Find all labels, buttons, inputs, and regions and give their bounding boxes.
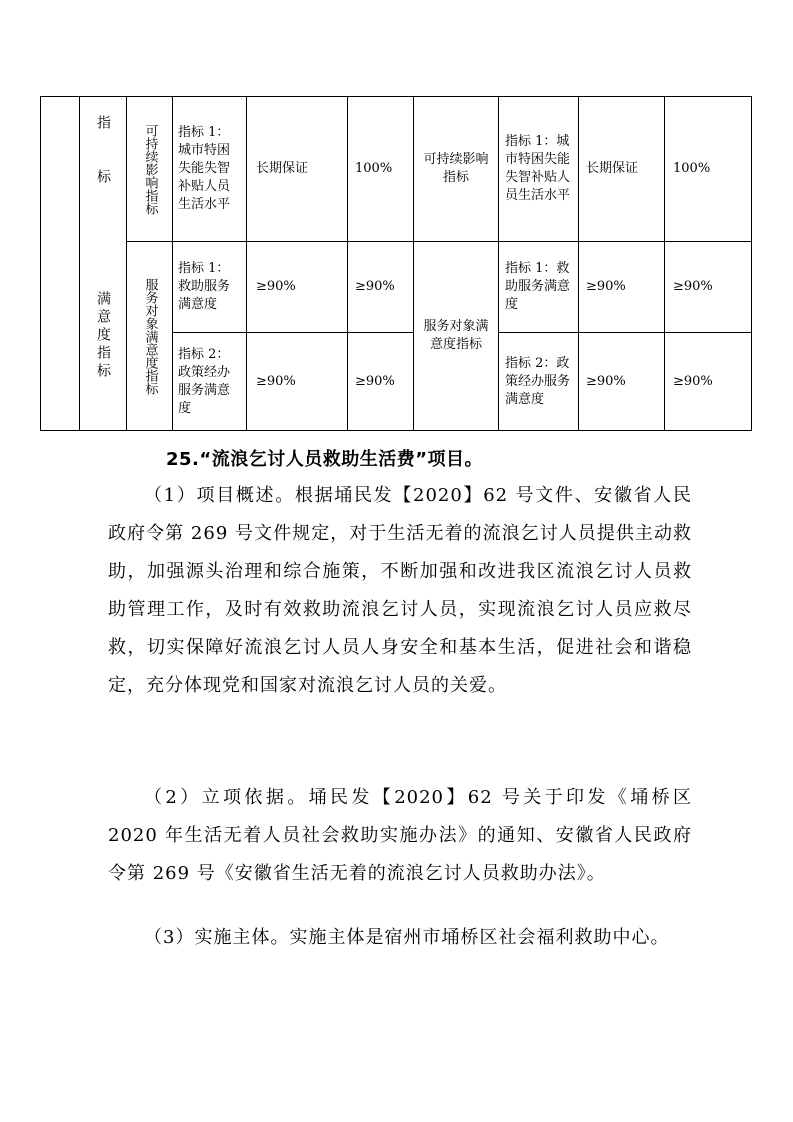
indicator-value-left-2: ≥90% bbox=[355, 279, 395, 294]
sub-category-label: 可持续影响指标 bbox=[142, 123, 158, 215]
indicator-name-right: 指标 1：城市特困失能失智补贴人员生活水平 bbox=[505, 134, 571, 203]
sub-category-label: 服务对象满意度指标 bbox=[142, 277, 158, 395]
indicator-value-right-2: 100% bbox=[673, 161, 711, 176]
sub-category-right: 服务对象满意度指标 bbox=[423, 319, 489, 352]
paragraph-overview: （1）项目概述。根据埇民发【2020】62 号文件、安徽省人民政府令第 269 号文件规定，对于生活无着的流浪乞讨人员提供主动救助，加强源头治理和综合施策，不断加强和改进我区流浪乞讨人员救助管理工作，及时有效救助流浪乞讨人员，实现流浪乞讨人员应救尽救，切实保障好流浪乞讨人员人身安全和基本生活，促进社会和谐稳定，充分体现党和国家对流浪乞讨人员的关爱。 bbox=[108, 485, 692, 696]
indicator-name-left: 指标 1：救助服务满意度 bbox=[178, 261, 231, 312]
sub-category-right: 可持续影响指标 bbox=[423, 152, 489, 185]
indicator-value-left-1: ≥90% bbox=[256, 279, 296, 294]
category-label: 指标 bbox=[95, 115, 111, 223]
category-cell bbox=[80, 97, 126, 241]
indicator-name-right: 指标 2：政策经办服务满意度 bbox=[505, 355, 571, 407]
indicator-name-right: 指标 1：救助服务满意度 bbox=[505, 261, 571, 312]
section-heading: 25.“流浪乞讨人员救助生活费”项目。 bbox=[166, 449, 484, 470]
category-cell bbox=[80, 242, 126, 430]
paragraph-implementer: （3）实施主体。实施主体是宿州市埇桥区社会福利救助中心。 bbox=[144, 927, 670, 948]
sub-category-cell bbox=[127, 242, 172, 430]
sub-category-cell bbox=[127, 97, 172, 241]
indicator-value-left-2: ≥90% bbox=[355, 373, 395, 389]
indicator-name-left: 指标 1：城市特困失能失智补贴人员生活水平 bbox=[178, 125, 231, 212]
paragraph-basis: （2）立项依据。埇民发【2020】62 号关于印发《埇桥区 2020 年生活无着人员社会救助实施办法》的通知、安徽省人民政府令第 269 号《安徽省生活无着的流浪乞讨人员救助办法》。 bbox=[108, 787, 692, 884]
indicator-value-right-1: ≥90% bbox=[586, 279, 626, 294]
indicator-value-right-1: ≥90% bbox=[586, 373, 626, 389]
indicator-value-right-2: ≥90% bbox=[673, 279, 713, 294]
indicator-value-left-1: 长期保证 bbox=[256, 161, 309, 176]
category-label: 满意度指标 bbox=[95, 291, 111, 381]
indicator-value-right-2: ≥90% bbox=[673, 373, 713, 389]
indicator-value-right-1: 长期保证 bbox=[586, 161, 639, 176]
indicator-name-left: 指标 2：政策经办服务满意度 bbox=[178, 346, 231, 416]
indicator-value-left-1: ≥90% bbox=[256, 373, 296, 389]
indicator-value-left-2: 100% bbox=[355, 161, 393, 176]
